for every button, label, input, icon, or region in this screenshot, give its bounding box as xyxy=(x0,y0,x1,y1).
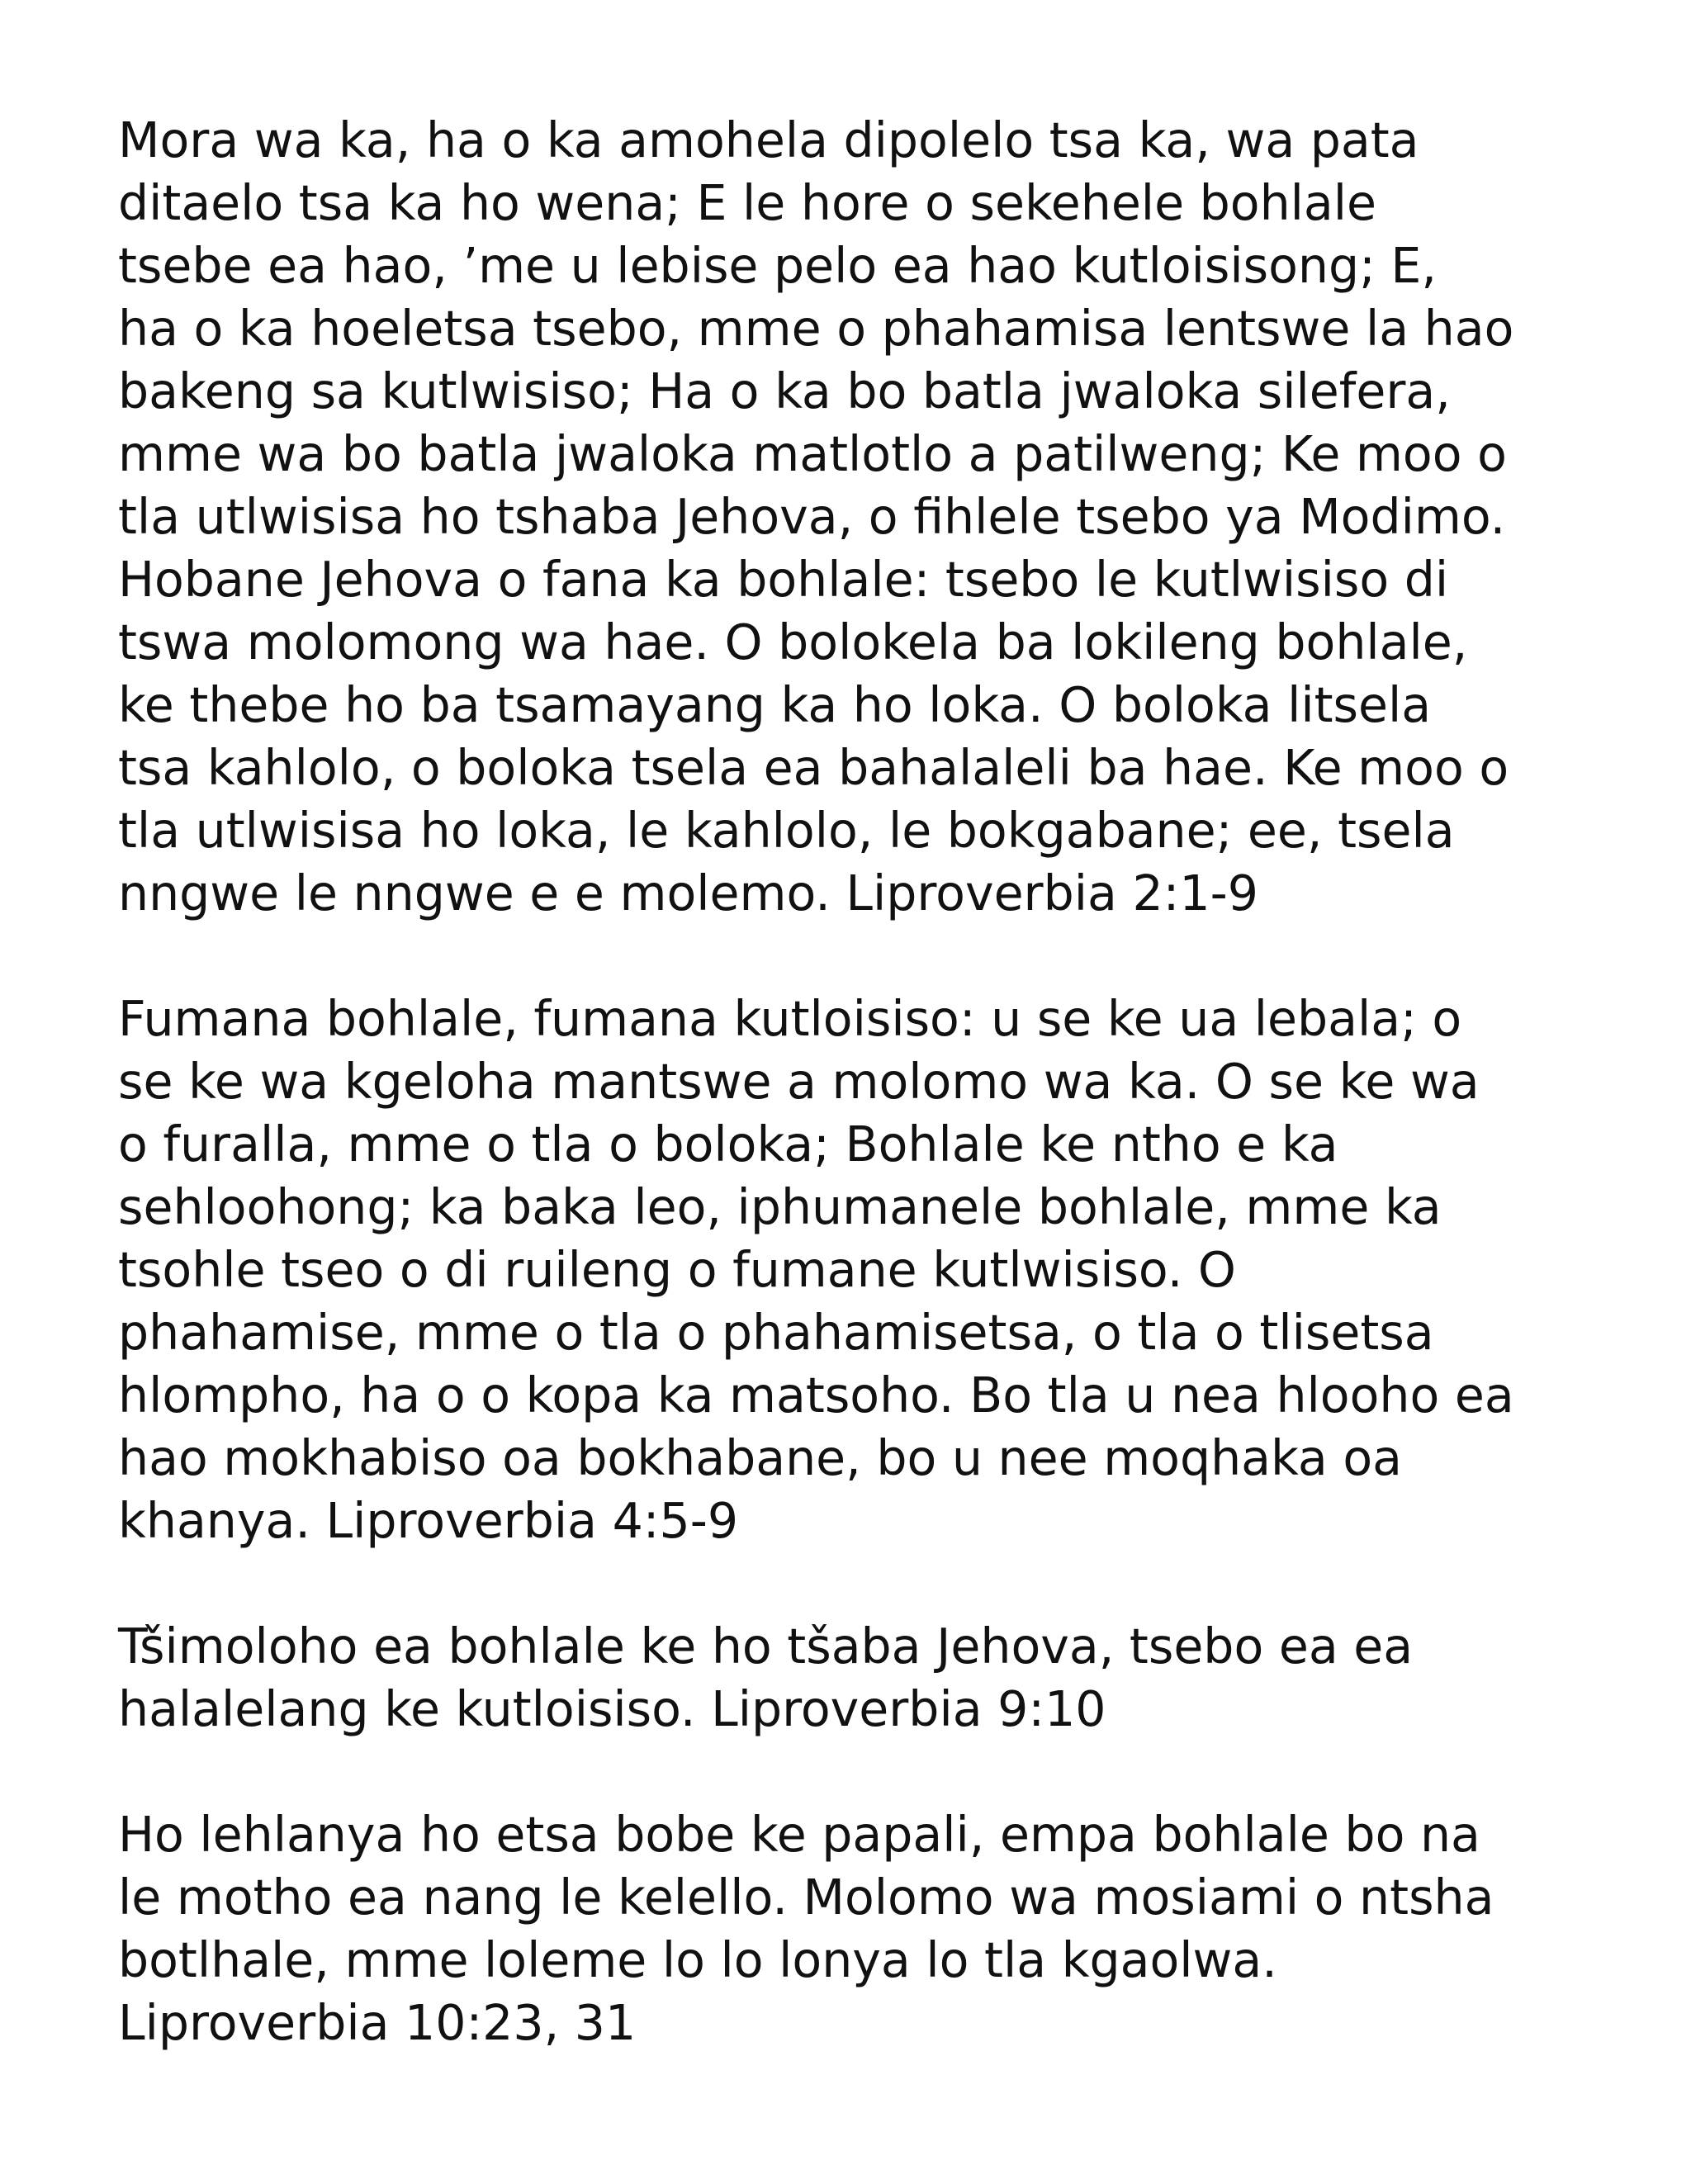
text-line: Tšimoloho ea bohlale ke ho tšaba Jehova, tsebo ea ea xyxy=(118,1618,1414,1675)
text-line: mme wa bo batla jwaloka matlotlo a patilweng; Ke moo o xyxy=(118,426,1507,482)
text-line: tsohle tseo o di ruileng o fumane kutlwisiso. O xyxy=(118,1242,1236,1298)
paragraph-proverbs-10 xyxy=(118,1803,1588,2054)
text-line: ditaelo tsa ka ho wena; E le hore o sekehele bohlale xyxy=(118,175,1376,231)
text-line: halalelang ke kutloisiso. Liproverbia 9:10 xyxy=(118,1681,1106,1737)
text-line: tswa molomong wa hae. O bolokela ba lokileng bohlale, xyxy=(118,614,1468,670)
text-line: Ho lehlanya ho etsa bobe ke papali, empa bohlale bo na xyxy=(118,1807,1480,1863)
text-line: botlhale, mme loleme lo lo lonya lo tla kgaolwa. xyxy=(118,1932,1277,1988)
text-line: tla utlwisisa ho loka, le kahlolo, le bokgabane; ee, tsela xyxy=(118,803,1455,859)
paragraph-proverbs-2 xyxy=(118,109,1588,925)
text-line: phahamise, mme o tla o phahamisetsa, o tla o tlisetsa xyxy=(118,1305,1434,1361)
document-body xyxy=(118,109,1588,2054)
text-line: Liproverbia 10:23, 31 xyxy=(118,1995,637,2051)
text-line: tla utlwisisa ho tshaba Jehova, o fihlele tsebo ya Modimo. xyxy=(118,489,1506,545)
text-line: nngwe le nngwe e e molemo. Liproverbia 2:1-9 xyxy=(118,865,1258,921)
paragraph-proverbs-4 xyxy=(118,988,1588,1552)
text-line: bakeng sa kutlwisiso; Ha o ka bo batla jwaloka silefera, xyxy=(118,363,1451,419)
text-line: ke thebe ho ba tsamayang ka ho loka. O boloka litsela xyxy=(118,677,1432,733)
text-line: sehloohong; ka baka leo, iphumanele bohlale, mme ka xyxy=(118,1179,1442,1235)
text-line: khanya. Liproverbia 4:5-9 xyxy=(118,1493,739,1549)
paragraph-proverbs-9 xyxy=(118,1615,1588,1741)
text-line: tsebe ea hao, ’me u lebise pelo ea hao kutloisisong; E, xyxy=(118,238,1437,294)
text-line: hao mokhabiso oa bokhabane, bo u nee moqhaka oa xyxy=(118,1430,1402,1486)
text-line: Mora wa ka, ha o ka amohela dipolelo tsa ka, wa pata xyxy=(118,112,1419,168)
text-line: se ke wa kgeloha mantswe a molomo wa ka. O se ke wa xyxy=(118,1054,1480,1110)
text-line: Fumana bohlale, fumana kutloisiso: u se ke ua lebala; o xyxy=(118,991,1462,1047)
text-line: ha o ka hoeletsa tsebo, mme o phahamisa lentswe la hao xyxy=(118,301,1514,357)
text-line: hlompho, ha o o kopa ka matsoho. Bo tla u nea hlooho ea xyxy=(118,1367,1514,1424)
text-line: le motho ea nang le kelello. Molomo wa mosiami o ntsha xyxy=(118,1869,1494,1926)
text-line: o furalla, mme o tla o boloka; Bohlale ke ntho e ka xyxy=(118,1116,1338,1173)
text-line: tsa kahlolo, o boloka tsela ea bahalaleli ba hae. Ke moo o xyxy=(118,740,1509,796)
text-line: Hobane Jehova o fana ka bohlale: tsebo le kutlwisiso di xyxy=(118,552,1449,608)
